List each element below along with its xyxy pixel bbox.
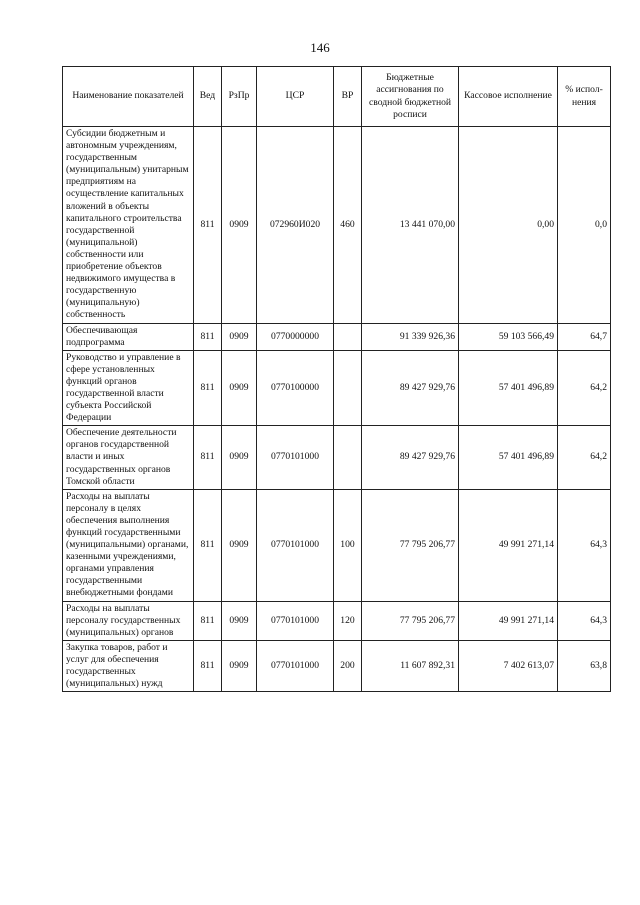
row-budget: 77 795 206,77 xyxy=(362,489,459,601)
table-row xyxy=(63,489,611,601)
row-cash: 49 991 271,14 xyxy=(459,489,558,601)
row-csr: 0770101000 xyxy=(257,640,334,691)
row-budget: 77 795 206,77 xyxy=(362,601,459,640)
row-budget: 89 427 929,76 xyxy=(362,350,459,426)
header-rzpr: РзПр xyxy=(222,67,257,127)
row-rzpr: 0909 xyxy=(222,350,257,426)
row-budget: 89 427 929,76 xyxy=(362,426,459,489)
row-cash: 57 401 496,89 xyxy=(459,426,558,489)
row-vr xyxy=(334,426,362,489)
row-ved: 811 xyxy=(194,640,222,691)
header-csr: ЦСР xyxy=(257,67,334,127)
row-percent: 64,3 xyxy=(558,601,611,640)
row-cash: 0,00 xyxy=(459,127,558,324)
row-percent: 64,3 xyxy=(558,489,611,601)
row-vr: 460 xyxy=(334,127,362,324)
row-ved: 811 xyxy=(194,323,222,350)
header-cash: Кассовое исполнение xyxy=(459,67,558,127)
row-name: Расходы на выплаты персоналу государственных (муниципальных) органов xyxy=(63,601,194,640)
row-percent: 0,0 xyxy=(558,127,611,324)
row-csr: 0770101000 xyxy=(257,489,334,601)
row-ved: 811 xyxy=(194,601,222,640)
row-vr: 120 xyxy=(334,601,362,640)
row-rzpr: 0909 xyxy=(222,323,257,350)
row-rzpr: 0909 xyxy=(222,127,257,324)
row-ved: 811 xyxy=(194,127,222,324)
row-rzpr: 0909 xyxy=(222,640,257,691)
row-csr: 072960И020 xyxy=(257,127,334,324)
row-rzpr: 0909 xyxy=(222,426,257,489)
row-ved: 811 xyxy=(194,426,222,489)
table-row xyxy=(63,350,611,426)
header-name: Наименование показателей xyxy=(63,67,194,127)
header-ved: Вед xyxy=(194,67,222,127)
row-rzpr: 0909 xyxy=(222,489,257,601)
row-vr: 200 xyxy=(334,640,362,691)
header-budget: Бюджетные ассигнования по сводной бюджетной росписи xyxy=(362,67,459,127)
row-budget: 13 441 070,00 xyxy=(362,127,459,324)
row-name: Обеспечивающая подпрограмма xyxy=(63,323,194,350)
row-name: Субсидии бюджетным и автономным учреждениям, государственным (муниципальным) унитарным предприятиям на осуществление капитальных вложений в объекты капитального строительства государственной (муниципальной) собственности или приобретение объектов недвижимого имущества в государственную (муниципальную) собственность xyxy=(63,127,194,324)
page-number: 146 xyxy=(310,40,330,55)
header-vr: ВР xyxy=(334,67,362,127)
table-row xyxy=(63,323,611,350)
row-name: Руководство и управление в сфере установленных функций органов государственной власти субъекта Российской Федерации xyxy=(63,350,194,426)
row-percent: 64,2 xyxy=(558,350,611,426)
row-vr xyxy=(334,323,362,350)
row-budget: 11 607 892,31 xyxy=(362,640,459,691)
row-ved: 811 xyxy=(194,489,222,601)
row-percent: 64,7 xyxy=(558,323,611,350)
row-name: Расходы на выплаты персоналу в целях обеспечения выполнения функций государственными (муниципальными) органами, казенными учреждениями, органами управления государственными внебюджетными фондами xyxy=(63,489,194,601)
row-vr xyxy=(334,350,362,426)
row-percent: 64,2 xyxy=(558,426,611,489)
row-ved: 811 xyxy=(194,350,222,426)
row-cash: 49 991 271,14 xyxy=(459,601,558,640)
table-row xyxy=(63,601,611,640)
row-name: Обеспечение деятельности органов государственной власти и иных государственных органов Томской области xyxy=(63,426,194,489)
header-row xyxy=(63,67,611,127)
row-vr: 100 xyxy=(334,489,362,601)
row-rzpr: 0909 xyxy=(222,601,257,640)
budget-execution-table xyxy=(62,66,611,692)
row-csr: 0770101000 xyxy=(257,601,334,640)
table-row xyxy=(63,640,611,691)
table-row xyxy=(63,127,611,324)
row-budget: 91 339 926,36 xyxy=(362,323,459,350)
row-csr: 0770000000 xyxy=(257,323,334,350)
row-csr: 0770101000 xyxy=(257,426,334,489)
row-cash: 57 401 496,89 xyxy=(459,350,558,426)
row-csr: 0770100000 xyxy=(257,350,334,426)
table-row xyxy=(63,426,611,489)
row-cash: 7 402 613,07 xyxy=(459,640,558,691)
header-percent: % испол-нения xyxy=(558,67,611,127)
row-name: Закупка товаров, работ и услуг для обеспечения государственных (муниципальных) нужд xyxy=(63,640,194,691)
row-cash: 59 103 566,49 xyxy=(459,323,558,350)
row-percent: 63,8 xyxy=(558,640,611,691)
